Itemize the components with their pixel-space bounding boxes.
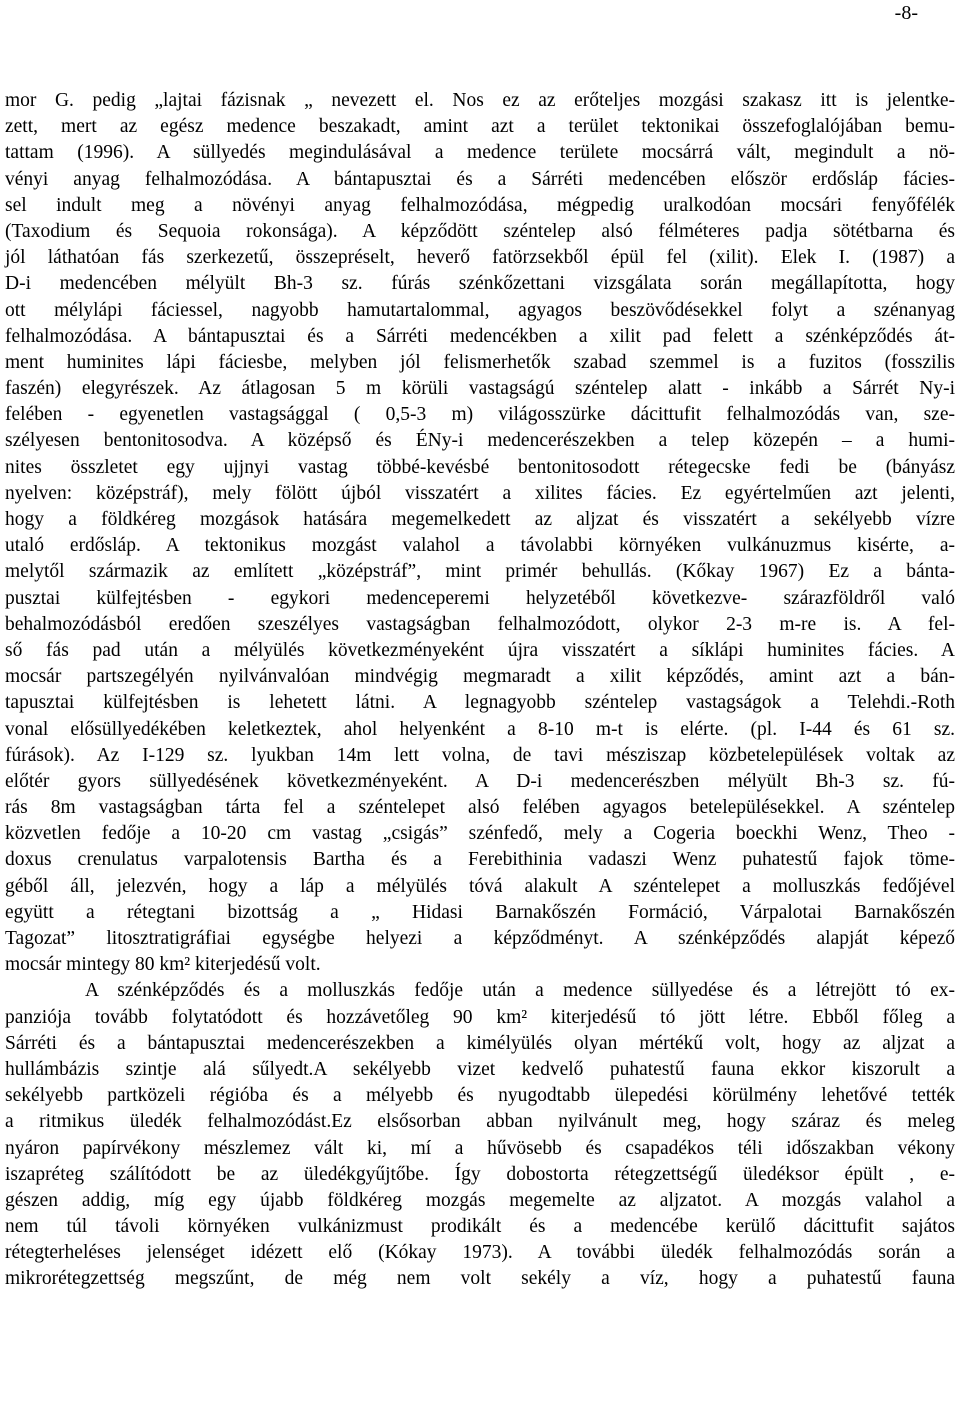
text-line: felhalmozódása. A bántapusztai és a Sárréti medencékben a xilit pad felett a szénképződés át-	[5, 325, 955, 347]
text-line: együtt a rétegtani bizottság a „ Hidasi Barnakőszén Formáció, Várpalotai Barnakőszén	[5, 901, 955, 923]
text-line: panziója tovább folytatódott és hozzávetőleg 90 km² kiterjedésű tó jött létre. Ebből főleg a	[5, 1006, 955, 1028]
text-line: előtér gyors süllyedésének következményeként. A D-i medencerészben mélyült Bh-3 sz. fú-	[5, 770, 955, 792]
text-line: iszapréteg szálítódott be az üledékgyűjtőbe. Így dobostorta rétegzettségű üledéksor épült , e-	[5, 1163, 955, 1185]
text-line: fúrások). Az I-129 sz. lyukban 14m lett volna, de tavi mésziszap közbetelepülések voltak az	[5, 744, 955, 766]
text-line: mocsár partszegélyén nyilvánvalóan mindvégig megmaradt a xilit képződés, amint azt a bán-	[5, 666, 955, 688]
text-line: pusztai külfejtésben - egykori medenceperemi helyzetéből következve- szárazföldről való	[5, 587, 955, 609]
text-line: mikrorétegzettség megszűnt, de még nem volt sekély a víz, hogy a puhatestű fauna	[5, 1268, 955, 1290]
text-line: tapusztai külfejtésben is lehetett látni. A legnagyobb széntelep vastagságok a Telehdi.-Roth	[5, 692, 955, 714]
text-line: Sárréti és a bántapusztai medencerészekben a kimélyülés olyan mértékű volt, hogy az aljzat a	[5, 1032, 955, 1054]
text-line: hogy a földkéreg mozgások hatására megemelkedett az aljzat és visszatért a sekélyebb vízre	[5, 509, 955, 530]
body-text	[5, 88, 955, 1293]
text-line: ott mélylápi fáciessel, nagyobb hamutartalommal, agyagos beszövődésekkel folyt a szénanyag	[5, 299, 955, 321]
text-line: mor G. pedig „lajtai fázisnak „ nevezett el. Nos ez az erőteljes mozgási szakasz itt is jelentke-	[5, 90, 955, 111]
text-line: zett, mert az egész medence beszakadt, amint azt a terület tektonikai összefoglalójában bemu-	[5, 116, 955, 138]
text-line: behalmozódásból eredően szeszélyes vastagságban felhalmozódott, olykor 2-3 m-re is. A fel-	[5, 613, 955, 635]
text-line: hullámbázis szintje alá sűlyedt.A sekélyebb vizet kedvelő puhatestű fauna ekkor kiszorult a	[5, 1058, 955, 1080]
text-line: Tagozat” litosztratigráfiai egységbe helyezi a képződményt. A szénképződés alapját képező	[5, 928, 955, 949]
text-line: vényi anyag felhalmozódása. A bántapusztai és a Sárréti medencében először erdősláp fácies-	[5, 168, 955, 190]
text-line: tattam (1996). A süllyedés megindulásával a medence területe mocsárrá vált, megindult a nö-	[5, 142, 955, 164]
page-number: -8-	[894, 2, 918, 24]
text-line: nites összletet egy ujjnyi vastag többé-kevésbé bentonitosodott rétegecske fedi be (bányász	[5, 456, 955, 478]
text-line: faszén) elegyrészek. Az átlagosan 5 m körüli vastagságú széntelep alatt - inkább a Sárrét Ny-i	[5, 378, 955, 400]
text-line: utaló erdősláp. A tektonikus mozgást valahol a távolabbi környéken vulkánuzmus kisérte, a-	[5, 535, 955, 557]
text-line: doxus crenulatus varpalotensis Bartha és a Ferebithinia vadaszi Wenz puhatestű fajok töme-	[5, 849, 955, 871]
text-line: sekélyebb partközeli régióba és a mélyebb és nyugodtabb ülepedési körülmény lehetővé tették	[5, 1085, 955, 1107]
text-line: közvetlen fedője a 10-20 cm vastag „csigás” szénfedő, mely a Cogeria boeckhi Wenz, Theo -	[5, 823, 955, 845]
text-line: melytől származik az említett „középstráf”, mint primér behullás. (Kőkay 1967) Ez a bánta-	[5, 561, 955, 583]
text-line: felében - egyenetlen vastagsággal ( 0,5-3 m) világosszürke dácittufit felhalmozódás van, sze-	[5, 404, 955, 426]
text-line: rétegterheléses jelenséget idézett elő (Kókay 1973). A további üledék felhalmozódás során a	[5, 1242, 955, 1264]
text-line: (Taxodium és Sequoia rokonsága). A képződött széntelep alsó félméteres padja sötétbarna és	[5, 220, 955, 242]
text-line: D-i medencében mélyült Bh-3 sz. fúrás szénkőzettani vizsgálata során megállapította, hogy	[5, 273, 955, 295]
text-line: A szénképződés és a molluszkás fedője után a medence süllyedése és a létrejött tó ex-	[85, 980, 955, 1002]
text-line: géből áll, jelezvén, hogy a láp a mélyülés tóvá alakult A széntelepet a molluszkás fedőjével	[5, 875, 955, 897]
text-line: szélyesen bentonitosodva. A középső és ÉNy-i medencerészekben a telep közepén – a humi-	[5, 430, 955, 452]
text-line: ment huminites lápi fáciesbe, melyben jól felismerhetők szabad szemmel is a fuzitos (fosszilis	[5, 351, 955, 373]
text-line: a ritmikus üledék felhalmozódást.Ez elsősorban abban nyilvánult meg, hogy száraz és meleg	[5, 1111, 955, 1133]
text-line: vonal elősüllyedékében keletkeztek, ahol helyenként a 8-10 m-t is elérte. (pl. I-44 és 61 sz.	[5, 718, 955, 740]
text-line: rás 8m vastagságban tárta fel a széntelepet alsó felében agyagos betelepülésekkel. A széntelep	[5, 797, 955, 819]
text-line: nyáron papírvékony mészlemez vált ki, mí a hűvösebb és csapadékos téli időszakban vékony	[5, 1137, 955, 1159]
text-line: gészen addig, míg egy újabb földkéreg mozgás megemelte az aljzatot. A mozgás valahol a	[5, 1189, 955, 1211]
text-line: sel indult meg a növényi anyag felhalmozódása, mégpedig uralkodóan mocsári fenyőfélék	[5, 194, 955, 216]
text-line: nyelven: középstráf), mely fölött újból visszatért a xilites fácies. Ez egyértelműen azt jelenti,	[5, 482, 955, 504]
text-line: ső fás pad után a mélyülés következményeként újra visszatért a síklápi huminites fácies. A	[5, 639, 955, 661]
text-line: jól láthatóan fás szerkezetű, összepréselt, heverő fatörzsekből épül fel (xilit). Elek I. (1987) a	[5, 247, 955, 269]
text-line: nem túl távoli környéken vulkánizmust prodikált és a medencébe kerülő dácittufit sajátos	[5, 1216, 955, 1238]
text-line: mocsár mintegy 80 km² kiterjedésű volt.	[5, 954, 321, 976]
